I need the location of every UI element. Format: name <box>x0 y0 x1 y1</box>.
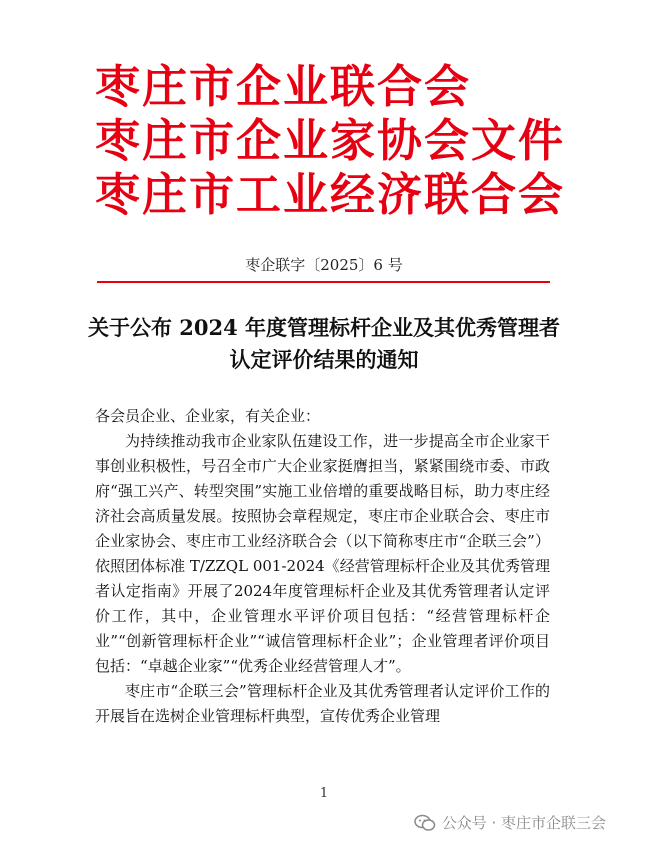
wechat-icon <box>414 814 436 832</box>
paragraph-1: 为持续推动我市企业家队伍建设工作，进一步提高全市企业家干事创业积极性，号召全市广大企业家挺膺担当，紧紧围绕市委、市政府“强工兴产、转型突围”实施工业倍增的重要战略目标，助力枣庄经济社会高质量发展。按照协会章程规定，枣庄市企业联合会、枣庄市企业家协会、枣庄市工业经济联合会（以下简称枣庄市“企联三会”）依照团体标准 T/ZZQL 001-2024《经营管理标杆企业及其优秀管理者认定指南》开展了2024年度管理标杆企业及其优秀管理者认定评价工作，其中，企业管理水平评价项目包括：“经营管理标杆企业”“创新管理标杆企业”“诚信管理标杆企业”；企业管理者评价项目包括：“卓越企业家”“优秀企业经营管理人才”。 <box>95 432 550 675</box>
red-divider-line <box>97 281 550 283</box>
document-number: 枣企联字〔2025〕6 号 <box>245 256 403 274</box>
notice-title: 关于公布 2024 年度管理标杆企业及其优秀管理者认定评价结果的通知 <box>87 315 561 372</box>
document-header <box>95 60 565 222</box>
header-line-1: 枣庄市企业联合会 <box>95 60 472 113</box>
page-number: 1 <box>319 786 329 801</box>
header-line-2: 枣庄市企业家协会文件 <box>95 114 566 167</box>
source-watermark <box>414 812 606 833</box>
salutation: 各会员企业、企业家，有关企业： <box>95 407 321 425</box>
paragraph-2: 枣庄市“企联三会”管理标杆企业及其优秀管理者认定评价工作的开展旨在选树企业管理标杆典型，宣传优秀企业管理 <box>95 682 550 725</box>
notice-body <box>95 404 550 729</box>
header-line-3: 枣庄市工业经济联合会 <box>95 168 566 221</box>
watermark-text: 公众号 · 枣庄市企联三会 <box>441 814 606 832</box>
